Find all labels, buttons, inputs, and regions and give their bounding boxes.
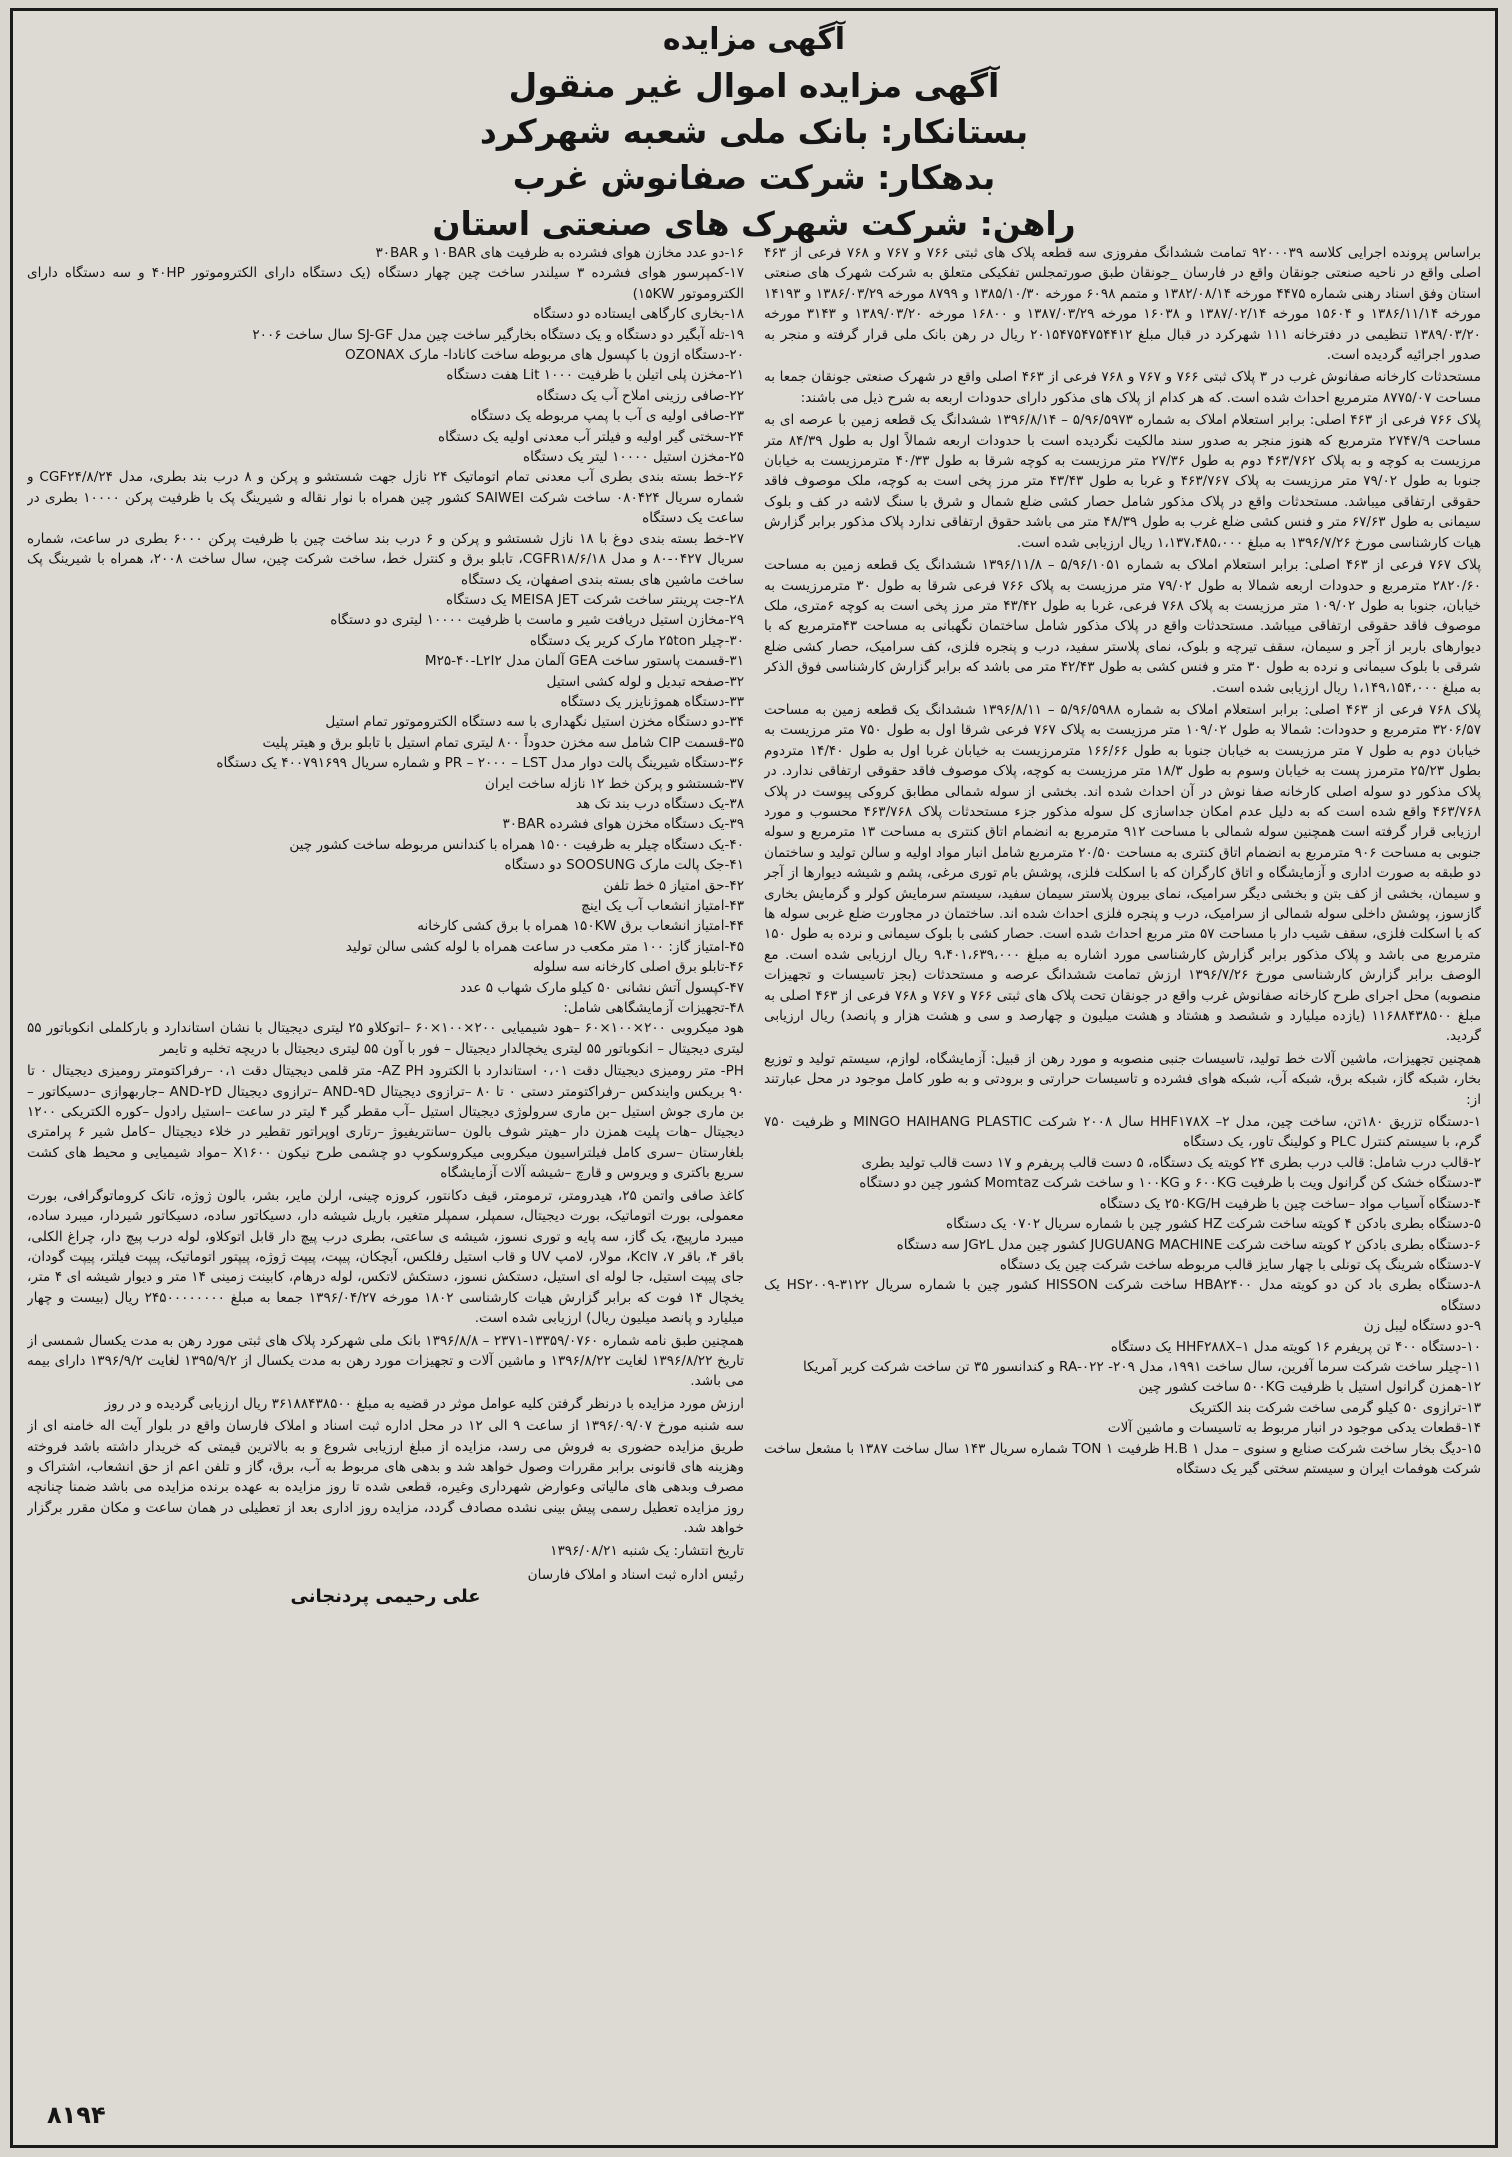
paragraph: پلاک ۷۶۷ فرعی از ۴۶۳ اصلی: برابر استعلام املاک به شماره ۵/۹۶/۱۰۵۱ – ۱۳۹۶/۱۱/۸ ششدانگ یک قطعه زمین به مساحت ۲۸۲۰/۶۰ مترمربع و حدودات اربعه شمالا به طول ۷۹/۰۲ متر مرزیست به پلاک ۷۶۶ فرعی شرقا به طول ۳۰ مترمرزیست به خیابان، جنوبا به طول ۱۰۹/۰۲ متر مرزیست به پلاک ۷۶۸ فرعی، غربا به طول ۴۳/۴۲ متر مرز پخی است به کوچه ۶متری، ملک موصوف فاقد حقوقی ارتفاقی میباشد. مستحدثات واقع در پلاک مذکور شامل ساختمان نگهبانی به مساحت ۴۳مترمربع که با دیوارهای باربر از آجر و سیمان، سقف تیرچه و بلوک، نمای پلاستر سفید، درب و پنجره فلزی، کف سرامیک، حصار کشی ضلع شرقی با بلوک سیمانی و نرده به طول ۳۰ متر و فنس کشی به طول ۴۲/۴۳ متر می باشد که برابر گزارش کارشناسی فوق الذکر به مبلغ ۱،۱۴۹،۱۵۴،۰۰۰ ریال ارزیابی شده است. [764, 557, 1481, 696]
list-item: ۱۸-بخاری کارگاهی ایستاده دو دستگاه [532, 306, 744, 323]
list-item: ۲-قالب درب شامل: قالب درب بطری ۲۴ کویته یک دستگاه، ۵ دست قالب پریفرم و ۱۷ دست قالب تولید بطری [861, 1154, 1481, 1171]
list-item: ۷-دستگاه شرینگ پک تونلی با چهار سایز قالب مربوطه ساخت شرکت چین یک دستگاه [999, 1256, 1481, 1273]
list-item: ۳۴-دو دستگاه مخزن استیل نگهداری با سه دستگاه الکتروموتور تمام استیل [325, 714, 744, 731]
list-item: ۳۱-قسمت پاستور ساخت GEA آلمان مدل M۲۵-۴۰-L۲I۲ [424, 653, 744, 670]
paragraph: پلاک ۷۶۸ فرعی از ۴۶۳ اصلی: برابر استعلام املاک به شماره ۵/۹۶/۵۹۸۸ – ۱۳۹۶/۸/۱۱ ششدانگ یک قطعه زمین به مساحت ۳۲۰۶/۵۷ مترمربع و حدودات: شمالا به طول ۱۰۹/۰۲ متر مرزیست به پلاک ۷۶۷ فرعی شرقا اول به طول ۷۵۰ متر مرزیست به خیابان دوم به طول ۷ متر مرزیست به خیابان جنوبا به طول ۱۶۶/۶۶ مترمرزیست به خیابان غربا اول به طول ۱۴/۴۰ متردوم بطول ۲۵/۲۳ مترمرز پست به خیابان وسوم به طول ۱۸/۳ متر مرزیست به کوچه، پلاک موصوف فاقد حقوقی ارتفاقی ندارد. در پلاک مذکور دو سوله اصلی کارخانه صفا نوش در آن احداث شده اند. بخشی از سوله شمالی مطابق کروکی پیوست در پلاک ۴۶۳/۷۶۸ واقع شده است که به دلیل عدم امکان جداسازی کل سوله مذکور جزء مستحدثات پلاک ۴۶۳/۷۶۸ محسوب و مورد ارزیابی قرار گرفته است همچنین سوله شمالی با مساحت ۹۱۲ مترمربع به انضمام اتاق کنتری به مساحت ۱۳ مترمربع و سوله جنوبی به مساحت ۹۰۶ مترمربع به انضمام اتاق کنتری به مساحت ۲۰/۵۰ مترمربع شامل انبار مواد اولیه و سالن تولید و ساختمان دو طبقه به صورت اداری و آزمایشگاه و اتاق کارگران که با اسکلت فلزی، پوشش بام توری مرغی، پشم و شیشه دیوارها از آجر و سیمان، بخشی از کف بتن و بخشی دیگر سرامیک، نمای بیرون پلاستر سیمان سفید، سیستم سرمایش کولر و گرمایش بخاری گازسوز، پوشش داخلی سوله شمالی از سرامیک، درب و پنجره فلزی احداث شده اند. ساختمان در مجاورت ضلع غربی سوله ها که با اسکلت فلزی، سقف شیب دار با مساحت ۵۷ متر مربع احداث شده است. حصار کشی با بلوک سیمانی و نرده به طول ۱۵۰ مترمربع می باشد و پلاک مذکور برابر گزارش کارشناسی مورد اشاره به مبلغ ۹،۴۰۱،۶۳۹،۰۰۰ ریال ارزیابی شده است. مع الوصف برابر گزارش کارشناسی مورخ ۱۳۹۶/۷/۲۶ ارزش تمامت ششدانگ عرصه و مستحدثات (بجز تاسیسات و تجهیزات منصوبه) محل اجرای طرح کارخانه صفانوش غرب واقع در جونقان تحت پلاک های ثبتی ۷۶۶ و ۷۶۷ و ۷۶۸ فرعی از ۴۶۳ اصلی به مبلغ ۱۱۶۸۸۴۳۸۵۰۰ (یازده میلیارد و ششصد و هشتاد و هشت میلیون و چهارصد و سی و هشت هزار و پانصد) ریال ارزیابی گردید. [764, 701, 1481, 1045]
paragraph: مستحدثات کارخانه صفانوش غرب در ۳ پلاک ثبتی ۷۶۶ و ۷۶۷ و ۷۶۸ فرعی از ۴۶۳ اصلی واقع در شهرک صنعتی جونقان جمعا به مساحت ۸۷۷۵/۰۷ مترمربع احداث شده است. که هر کدام از پلاک های مذکور دارای حدودات اربعه به شرح ذیل می باشند: [764, 369, 1481, 406]
list-item: ۳۸-یک دستگاه درب بند تک هد [575, 795, 744, 812]
list-item: ۲۵-مخزن استیل ۱۰۰۰۰ لیتر یک دستگاه [523, 449, 744, 466]
right-column [764, 243, 1481, 2101]
left-column [27, 243, 744, 2101]
list-item: ۲۴-سختی گیر اولیه و فیلتر آب معدنی اولیه یک دستگاه [437, 428, 744, 445]
list-item: ۲۱-مخزن پلی اتیلن با ظرفیت ۱۰۰۰ Lit هفت دستگاه [446, 367, 744, 384]
list-item: ۱۱-چیلر ساخت شرکت سرما آفرین، سال ساخت ۱۹۹۱، مدل RA-۰۲۲ -۲۰۹ و کندانسور ۳۵ تن ساخت شرکت کریر آمریکا [802, 1358, 1481, 1375]
debtor-line: بدهکار: شرکت صفانوش غرب [512, 158, 996, 197]
list-item: ۴۵-امتیاز گاز: ۱۰۰ متر مکعب در ساعت همراه با لوله کشی سالن تولید [345, 938, 744, 955]
creditor-line: بستانکار: بانک ملی شعبه شهرکرد [479, 112, 1029, 151]
list-item: ۲۸-جت پرینتر ساخت شرکت MEISA JET یک دستگاه [446, 591, 744, 608]
list-item: ۵-دستگاه بطری بادکن ۴ کویته ساخت شرکت HZ کشور چین با شماره سریال ۰۷۰۲ یک دستگاه [946, 1216, 1481, 1233]
list-item: ۹-دو دستگاه لیبل زن [1363, 1318, 1481, 1335]
list-item: ۳۰-چیلر ۲۵ton مارک کریر یک دستگاه [529, 632, 744, 649]
publication-date: تاریخ انتشار: یک شنبه ۱۳۹۶/۰۸/۲۱ [550, 1542, 744, 1559]
list-item: ۶-دستگاه بطری بادکن ۲ کویته ساخت شرکت JUGUANG MACHINE کشور چین مدل JG۲L سه دستگاه [896, 1236, 1481, 1253]
list-item: ۱۳-ترازوی ۵۰ کیلو گرمی ساخت شرکت بند الکتریک [1189, 1399, 1481, 1416]
list-item: ۲۹-مخازن استیل دریافت شیر و ماست با ظرفیت ۱۰۰۰۰ لیتری دو دستگاه [330, 612, 744, 629]
paragraph: براساس پرونده اجرایی کلاسه ۹۲۰۰۰۳۹ تمامت ششدانگ مفروزی سه قطعه پلاک های ثبتی ۷۶۶ و ۷۶۷ و ۷۶۸ فرعی از ۴۶۳ اصلی واقع در ناحیه صنعتی جونقان واقع در فارسان _جونقان طبق صورتمجلس تفکیکی متعلق به شرکت شهرک های صنعتی استان وفق اسناد رهنی شماره ۴۴۷۵ مورخه ۱۳۸۲/۰۸/۱۴ و متمم ۶۰۹۸ مورخه ۱۳۸۵/۱۰/۳۰ و ۸۷۹۹ مورخه ۱۳۸۶/۰۳/۲۹ و ۱۴۱۹۳ مورخه ۱۳۸۶/۱۱/۱۴ و ۱۵۶۰۴ مورخه ۱۳۸۷/۰۲/۱۴ و ۱۶۰۳۸ مورخه ۱۳۸۷/۰۳/۲۹ و ۱۶۸۰۰ مورخه ۱۳۸۹/۰۳/۲۰ و ۳۱۴۳ مورخه ۱۳۸۹/۰۳/۲۰ تنظیمی در دفترخانه ۱۱۱ شهرکرد در قبال مبلغ ۲۰۱۵۴۷۵۴۷۵۴۴۱۲ ریال در رهن بانک ملی قرار گرفته و منجر به صدور اجرائیه گردیده است. [764, 245, 1481, 364]
notice-body [27, 243, 1481, 2101]
list-item: ۴۶-تابلو برق اصلی کارخانه سه سلوله [532, 959, 744, 976]
list-item: ۳۶-دستگاه شیرینگ پالت دوار مدل PR – ۲۰۰۰ – LST و شماره سریال ۴۰۰۷۹۱۶۹۹ یک دستگاه [216, 755, 744, 772]
ad-code: ۸۱۹۴ [47, 2101, 106, 2129]
list-item: ۴۸-تجهیزات آزمایشگاهی شامل: [563, 1000, 744, 1017]
paragraph: ارزش مورد مزایده با درنظر گرفتن کلیه عوامل موثر در قضیه به مبلغ ۳۶۱۸۸۴۳۸۵۰۰ ریال ارزیابی گردیده و در روز [104, 1395, 744, 1412]
paragraph: پلاک ۷۶۶ فرعی از ۴۶۳ اصلی: برابر استعلام املاک به شماره ۵/۹۶/۵۹۷۳ – ۱۳۹۶/۸/۱۴ ششدانگ یک قطعه زمین با عرصه ای به مساحت ۲۷۴۷/۹ مترمربع که هنوز منجر به صدور سند مالکیت نگردیده است با حدودات اربعه شمالاً اول به طول ۸۴/۳۹ متر مرزیست به کوچه و به پلاک ۴۶۳/۷۶۲ دوم به طول ۲۷/۳۶ متر مرزیست به کوچه شرقا به طول ۴۰/۳۳ مترمرزیست به خیابان جنوبا به طول ۷۹/۰۲ متر مرزیست به پلاک ۴۶۳/۷۶۷ و غربا به طول ۴۳/۴۳ متر مرز پخی است به کوچه، ملک موصوف فاقد حقوقی ارتفاقی میباشد. مستحدثات واقع در پلاک مذکور شامل حصار کشی ضلع شمال و شرق با سنگ لاشه در کف و بلوک سیمانی به طول ۶۷/۶۳ متر و فنس کشی ضلع غرب به طول ۴۸/۳۹ متر می باشد حقوق ارتفاقی ندارد پلاک مذکور برابر گزارش هیات کارشناسی مورخ ۱۳۹۶/۷/۲۶ به مبلغ ۱،۱۳۷،۴۸۵،۰۰۰ ریال ارزیابی شده است. [764, 412, 1481, 551]
signer-name: علی رحیمی پردنجانی [290, 1586, 481, 1608]
list-item: ۱۷-کمپرسور هوای فشرده ۳ سیلندر ساخت چین چهار دستگاه (یک دستگاه دارای الکتروموتور ۴۰HP و سه دستگاه دارای الکتروموتور ۱۵KW) [27, 265, 744, 302]
list-item: ۱۴-قطعات یدکی موجود در انبار مربوط به تاسیسات و ماشین آلات [1107, 1420, 1481, 1437]
paragraph: کاغذ صافی واتمن ۲۵، هیدرومتر، ترمومتر، قیف دکانتور، کروزه چینی، ارلن مایر، بشر، بالون ژوژه، تانک کروماتوگرافی، بورت معمولی، بورت اتوماتیک، بورت دیجیتال، سمپلر، سمپلر متغیر، باریل شیشه دار، دسیکاتور ساده، دسیکاتور شیردار، میبرد ساده، میبرد مارپیچ، یک گاز، سه پایه و توری نسوز، شیشه ی ساعتی، بطری درب پیچ دار قابل اتوکلاو، لوله درب پیچ دار، چراغ الکلی، باقر ۴، باقر ۷، Kcl۷، مولار، لامپ UV و قاب استیل رفلکس، آبچکان، پیپت، پیپت ژوژه، پیپتور اتوماتیک، پیپت فیلتر، پیپت گودان، جای پیپت استیل، جا لوله ای استیل، دستکش نسوز، دستکش لاتکس، لوله درهام، کابینت زمینی ۱۴ متر و دیوار شیشه ای ۴ متر، یخچال ۱۴ فوت که برابر گزارش هیات کارشناسی ۱۸۰۲ مورخه ۱۳۹۶/۰۴/۲۷ جمعا به مبلغ ۲۴۵۰۰۰۰۰۰۰۰ ریال (بیست و چهار میلیارد و پانصد میلیون ریال) ارزیابی شده است. [27, 1187, 744, 1327]
list-item: ۱۲-همزن گرانول استیل با ظرفیت ۵۰۰KG ساخت کشور چین [1138, 1379, 1481, 1396]
list-item: ۴-دستگاه آسیاب مواد –ساخت چین با ظرفیت ۲۵۰KG/H یک دستگاه [1099, 1195, 1481, 1212]
list-item: ۱۶-دو عدد مخازن هوای فشرده به ظرفیت های ۱۰BAR و ۳۰BAR [375, 245, 744, 261]
list-item: ۲۳-صافی اولیه ی آب با پمپ مربوطه یک دستگاه [470, 408, 744, 425]
list-item: ۳۹-یک دستگاه مخزن هوای فشرده ۳۰BAR [502, 816, 744, 833]
signer-office: رئیس اداره ثبت اسناد و املاک فارسان [527, 1567, 744, 1583]
list-item: ۲۰-دستگاه ازون با کپسول های مربوطه ساخت کانادا- مارک OZONAX [345, 347, 744, 364]
list-item: ۲۶-خط بسته بندی بطری آب معدنی تمام اتوماتیک ۲۴ نازل جهت شستشو و پرکن و ۸ درب بند بطری، مدل CGF۲۴/۸/۲۴ و شماره سریال ۰۸۰۴۲۴ ساخت شرکت SAIWEI کشور چین همراه با نوار نقاله و شیرینگ پک با ظرفیت پرکن ۱۰۰۰۰ بطری در ساعت یک دستگاه [27, 469, 744, 527]
list-item: ۱۹-تله آبگیر دو دستگاه و یک دستگاه بخارگیر ساخت چین مدل SJ-GF سال ساخت ۲۰۰۶ [252, 326, 744, 343]
notice-title: آگهی مزایده [662, 22, 846, 57]
list-item: ۴۷-کپسول آتش نشانی ۵۰ کیلو مارک شهاب ۵ عدد [460, 979, 744, 996]
list-item: ۳۳-دستگاه هموژنایزر یک دستگاه [560, 693, 744, 710]
paragraph: همچنین طبق نامه شماره ۱۳۳۵۹/۰۷۶۰-۲۳۷۱ – ۱۳۹۶/۸/۸ بانک ملی شهرکرد پلاک های ثبتی مورد رهن به مدت یکسال شمسی از تاریخ ۱۳۹۶/۸/۲۲ لغایت ۱۳۹۶/۸/۲۲ و ماشین آلات و تجهیزات مورد رهن به مدت یکسال از ۱۳۹۵/۹/۲ لغایت ۱۳۹۶/۹/۲ دارای بیمه می باشد. [27, 1332, 744, 1390]
notice-header [13, 11, 1495, 247]
list-item: ۴۴-امتیاز انشعاب برق ۱۵۰KW همراه با برق کشی کارخانه [417, 918, 744, 935]
paragraph: هود میکروبی ۲۰۰×۱۰۰×۶۰ –هود شیمیایی ۲۰۰×۱۰۰×۶۰ –اتوکلاو ۲۵ لیتری دیجیتال با نشان استاندارد و بارکلملی انکوباتور ۵۵ لیتری دیجیتال – انکوباتور ۵۵ لیتری یخچالدار دیجیتال – فور با آون ۵۵ لیتری دیجیتال با دریچه تخلیه و تایمر [27, 1020, 744, 1057]
mortgagor-line: راهن: شرکت شهرک های صنعتی استان [432, 204, 1076, 243]
list-item: ۱-دستگاه تزریق ۱۸۰تن، ساخت چین، مدل HHF۱۷۸X –۲ سال ۲۰۰۸ شرکت MINGO HAIHANG PLASTIC و ظرفیت ۷۵۰ گرم، با سیستم کنترل PLC و کولینگ تاور، یک دستگاه [764, 1114, 1481, 1151]
paragraph: سه شنبه مورخ ۱۳۹۶/۰۹/۰۷ از ساعت ۹ الی ۱۲ در محل اداره ثبت اسناد و املاک فارسان واقع در بلوار آیت اله خامنه ای از طریق مزایده حضوری به فروش می رسد، مزایده از مبلغ ارزیابی شروع و به بالاترین قیمتی که خریدار داشته باشد فروخته وهزینه های قانونی برابر مقررات وصول خواهد شد و بدهی های مربوط به آب، برق، گاز و تلفن اعم از حق انشعاب، اشتراک و مصرف وبدهی های مالیاتی وعوارض شهرداری وغیره، قطعی شده تا روز مزایده به عهده برنده مزایده می باشد ضمنا چنانچه روز مزایده تعطیل رسمی پیش بینی نشده مصادف گردد، مزایده روز اداری بعد از تعطیلی در همان ساعت و مکان مقرر برگزار خواهد شد. [27, 1418, 744, 1537]
list-item: ۲۷-خط بسته بندی دوغ با ۱۸ نازل شستشو و پرکن و ۶ درب بند ساخت چین با ظرفیت پرکن ۶۰۰۰ بطری در ساعت، شماره سریال ۰۴۲۷-۸۰ و مدل ۶/۱۸/CGFR۱۸، تابلو برق و کنترل خط، ساخت شرکت چین، سال ساخت ۲۰۰۸، همراه با شیرینگ پک ساخت ماشین های بسته بندی اصفهان، یک دستگاه [27, 530, 744, 588]
list-item: ۴۱-جک پالت مارک SOOSUNG دو دستگاه [504, 857, 744, 874]
notice-subtitle: آگهی مزایده اموال غیر منقول [508, 66, 1000, 105]
list-item: ۴۳-امتیاز انشعاب آب یک اینچ [581, 898, 744, 914]
list-item: ۳۷-شستشو و پرکن خط ۱۲ نازله ساخت ایران [484, 775, 744, 792]
paragraph: PH- متر رومیزی دیجیتال دقت ۰،۰۱ استاندارد با الکترود AZ PH- متر قلمی دیجیتال دقت ۰،۱ –رفراکتومتر رومیزی دیجیتال ۰ تا ۹۰ بریکس وایندکس –رفراکتومتر دستی ۰ تا ۸۰ –ترازوی دیجیتال AND-۹D –ترازوی دیجیتال AND-۲D –جاربهوازی –دسیکاتور –بن ماری جوش استیل –بن ماری سرولوژی دیجیتال استیل –آب مقطر گیر ۴ لیتر در ساعت –استیل رادول –کوره الکتریکی ۱۲۰۰ دیجیتال –هات پلیت همزن دار –هیتر شوف بالون –سانتریفیوژ –رتاری اوپراتور تقطیر در خلاء دیجیتال –کامل شیر ۶ پرامتری بلغارستان –سری کامل فیلتراسیون میکروبی میکروسکوپ دو چشمی طرح نیکون X۱۶۰۰ –مواد شیمیایی و محیط های کشت سریع باکتری و ویروس و قارچ –شیشه آلات آزمایشگاه [27, 1063, 744, 1182]
paragraph: همچنین تجهیزات، ماشین آلات خط تولید، تاسیسات جنبی منصوبه و مورد رهن از قبیل: آزمایشگاه، لوازم، سیستم تولید و توزیع بخار، شبکه گاز، شبکه برق، شبکه آب، شبکه هوای فشرده و تاسیسات حرارتی و برودتی و به طور کامل موجود در محل عبارتند از: [764, 1050, 1481, 1108]
list-item: ۸-دستگاه بطری باد کن دو کویته مدل HBA۲۴۰۰ ساخت شرکت HISSON کشور چین با شماره سریال HS۲۰۰۹-۳۱۲۲ یک دستگاه [764, 1277, 1481, 1314]
list-item: ۱۰-دستگاه ۴۰۰ تن پریفرم ۱۶ کویته مدل HHF۲۸۸X–۱ یک دستگاه [1110, 1338, 1481, 1355]
list-item: ۳-دستگاه خشک کن گرانول ویت با ظرفیت ۶۰۰KG و ۱۰۰KG و ساخت شرکت Momtaz کشور چین دو دستگاه [859, 1175, 1481, 1192]
list-item: ۲۲-صافی رزینی املاح آب یک دستگاه [536, 387, 744, 404]
list-item: ۴۲-حق امتیاز ۵ خط تلفن [603, 877, 744, 894]
auction-notice-page [10, 8, 1498, 2148]
list-item: ۴۰-یک دستگاه چیلر به ظرفیت ۱۵۰۰ همراه با کندانس مربوطه ساخت کشور چین [289, 836, 744, 853]
list-item: ۳۲-صفحه تبدیل و لوله کشی استیل [546, 673, 744, 690]
list-item: ۳۵-قسمت CIP شامل سه مخزن حدوداً ۸۰۰ لیتری تمام استیل با تابلو برق و هیتر پلیت [262, 734, 744, 751]
list-item: ۱۵-دیگ بخار ساخت شرکت صنایع و سنوی – مدل H.B ۱ ظرفیت ۱ TON شماره سریال ۱۴۳ سال ساخت ۱۳۸۷ با مشعل ساخت شرکت هوفمات ایران و سیستم سختی گیر یک دستگاه [764, 1440, 1481, 1477]
